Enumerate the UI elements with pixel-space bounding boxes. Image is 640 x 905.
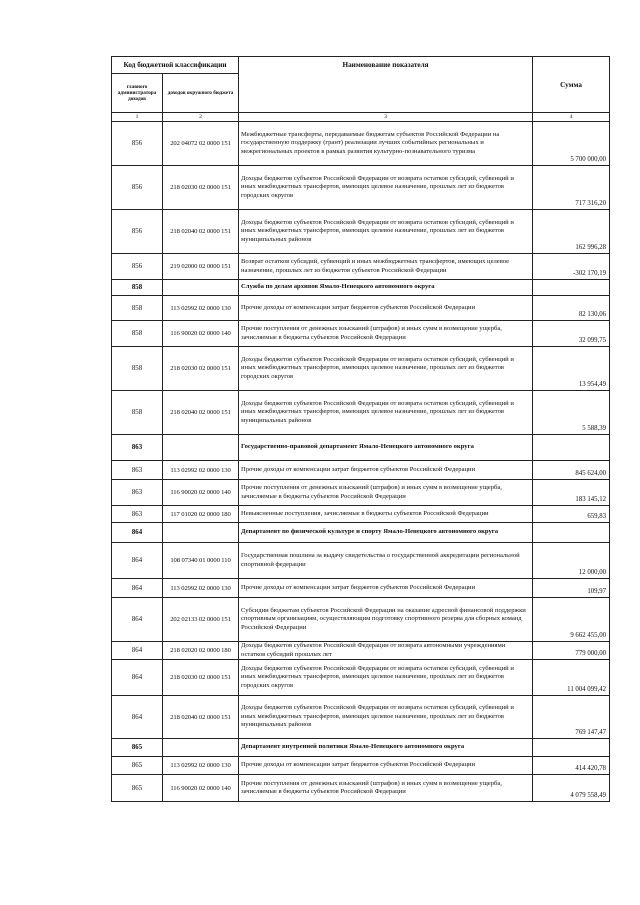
indicator-name-cell: Прочие поступления от денежных взысканий (штрафов) и иных сумм в возмещение ущерба, зачисляемые в бюджеты субъектов Российской Федерации <box>239 480 533 506</box>
indicator-name-cell: Субсидии бюджетам субъектов Российской Федерации на оказание адресной финансовой поддержки спортивным организациям, осуществляющим подготовку спортивного резерва для сборных команд Российской Федерации <box>239 598 533 642</box>
indicator-name-cell: Прочие поступления от денежных взысканий (штрафов) и иных сумм в возмещение ущерба, зачисляемые в бюджеты субъектов Российской Федерации <box>239 321 533 347</box>
indicator-name-cell: Доходы бюджетов субъектов Российской Федерации от возврата автономными учреждениями остатков субсидий прошлых лет <box>239 642 533 660</box>
revenue-code-cell: 218 02040 02 0000 151 <box>163 210 239 254</box>
revenue-code-cell: 218 02020 02 0000 180 <box>163 642 239 660</box>
table-row <box>112 321 610 347</box>
sum-cell <box>533 523 610 543</box>
table-row <box>112 696 610 739</box>
indicator-name-cell: Невыясненные поступления, зачисляемые в бюджеты субъектов Российской Федерации <box>239 506 533 523</box>
revenue-code-cell: 113 02992 02 0000 130 <box>163 757 239 775</box>
sum-cell: 82 130,06 <box>533 296 610 321</box>
table-row <box>112 660 610 696</box>
revenue-code-cell: 219 02000 02 0000 151 <box>163 254 239 280</box>
sum-cell: 162 996,28 <box>533 210 610 254</box>
table-row <box>112 579 610 598</box>
table-row <box>112 122 610 166</box>
admin-code-cell: 863 <box>112 480 163 506</box>
indicator-name-cell: Прочие доходы от компенсации затрат бюджетов субъектов Российской Федерации <box>239 579 533 598</box>
admin-code-cell: 864 <box>112 543 163 579</box>
admin-code-cell: 865 <box>112 739 163 757</box>
table-header <box>112 57 610 122</box>
table-row <box>112 543 610 579</box>
revenue-code-cell <box>163 435 239 461</box>
revenue-code-cell: 113 02992 02 0000 130 <box>163 461 239 480</box>
sum-cell: 12 000,00 <box>533 543 610 579</box>
admin-code-cell: 863 <box>112 506 163 523</box>
revenue-code-cell <box>163 739 239 757</box>
sum-cell: 9 662 455,00 <box>533 598 610 642</box>
table-row <box>112 642 610 660</box>
budget-revenue-table <box>111 56 610 802</box>
revenue-code-cell: 218 02030 02 0000 151 <box>163 660 239 696</box>
sum-cell: 32 099,75 <box>533 321 610 347</box>
sum-cell <box>533 435 610 461</box>
sum-cell: 183 145,12 <box>533 480 610 506</box>
admin-column-header: главного администратора доходов <box>112 74 163 113</box>
department-row <box>112 280 610 296</box>
column-number: 2 <box>163 113 239 122</box>
admin-code-cell: 864 <box>112 523 163 543</box>
indicator-name-cell: Прочие доходы от компенсации затрат бюджетов субъектов Российской Федерации <box>239 757 533 775</box>
table-row <box>112 775 610 802</box>
sum-cell: 414 420,78 <box>533 757 610 775</box>
sum-column-header: Сумма <box>533 57 610 113</box>
revenue-code-cell: 116 90020 02 0000 140 <box>163 775 239 802</box>
sum-cell: 659,83 <box>533 506 610 523</box>
admin-code-cell: 858 <box>112 296 163 321</box>
indicator-name-cell: Межбюджетные трансферты, передаваемые бюджетам субъектов Российской Федерации на государственную поддержку (грант) реализации лучших событийных региональных и межрегиональных проектов в рамках развития культурно-познавательного туризма <box>239 122 533 166</box>
table-row <box>112 347 610 391</box>
table-row <box>112 391 610 435</box>
revenue-code-cell: 113 02992 02 0000 130 <box>163 296 239 321</box>
table-body <box>112 122 610 802</box>
admin-code-cell: 858 <box>112 321 163 347</box>
revenue-code-cell: 218 02040 02 0000 151 <box>163 696 239 739</box>
department-name-cell: Департамент по физической культуре и спорту Ямало-Ненецкого автономного округа <box>239 523 533 543</box>
department-row <box>112 739 610 757</box>
sum-cell: -302 170,19 <box>533 254 610 280</box>
sum-cell <box>533 280 610 296</box>
column-number: 3 <box>239 113 533 122</box>
indicator-name-cell: Доходы бюджетов субъектов Российской Федерации от возврата остатков субсидий, субвенций и иных межбюджетных трансфертов, имеющих целевое назначение, прошлых лет из бюджетов городских округов <box>239 660 533 696</box>
table-row <box>112 461 610 480</box>
admin-code-cell: 856 <box>112 210 163 254</box>
indicator-name-cell: Доходы бюджетов субъектов Российской Федерации от возврата остатков субсидий, субвенций и иных межбюджетных трансфертов, имеющих целевое назначение, прошлых лет из бюджетов муниципальных районов <box>239 696 533 739</box>
admin-code-cell: 863 <box>112 435 163 461</box>
sum-cell: 717 316,20 <box>533 166 610 210</box>
revenue-code-cell <box>163 523 239 543</box>
indicator-name-cell: Доходы бюджетов субъектов Российской Федерации от возврата остатков субсидий, субвенций и иных межбюджетных трансфертов, имеющих целевое назначение, прошлых лет из бюджетов муниципальных районов <box>239 210 533 254</box>
admin-code-cell: 863 <box>112 461 163 480</box>
table-row <box>112 480 610 506</box>
department-row <box>112 435 610 461</box>
revenue-code-cell: 108 07340 01 0000 110 <box>163 543 239 579</box>
department-name-cell: Департамент внутренней политики Ямало-Ненецкого автономного округа <box>239 739 533 757</box>
admin-code-cell: 858 <box>112 391 163 435</box>
department-row <box>112 523 610 543</box>
revenue-code-cell: 202 04072 02 0000 151 <box>163 122 239 166</box>
sum-cell: 11 004 099,42 <box>533 660 610 696</box>
sum-cell: 109,97 <box>533 579 610 598</box>
admin-code-cell: 864 <box>112 579 163 598</box>
column-number: 1 <box>112 113 163 122</box>
revenue-code-cell: 117 01020 02 0000 180 <box>163 506 239 523</box>
table-row <box>112 598 610 642</box>
revenue-code-cell <box>163 280 239 296</box>
revenue-code-cell: 116 90020 02 0000 140 <box>163 480 239 506</box>
table-row <box>112 254 610 280</box>
indicator-name-cell: Прочие поступления от денежных взысканий (штрафов) и иных сумм в возмещение ущерба, зачисляемые в бюджеты субъектов Российской Федерации <box>239 775 533 802</box>
sum-cell: 5 700 000,00 <box>533 122 610 166</box>
revenue-code-cell: 113 02992 02 0000 130 <box>163 579 239 598</box>
indicator-name-cell: Доходы бюджетов субъектов Российской Федерации от возврата остатков субсидий, субвенций и иных межбюджетных трансфертов, имеющих целевое назначение, прошлых лет из бюджетов муниципальных районов <box>239 391 533 435</box>
sum-cell: 779 000,00 <box>533 642 610 660</box>
column-number: 4 <box>533 113 610 122</box>
admin-code-cell: 864 <box>112 696 163 739</box>
department-name-cell: Служба по делам архивов Ямало-Ненецкого автономного округа <box>239 280 533 296</box>
indicator-name-cell: Прочие доходы от компенсации затрат бюджетов субъектов Российской Федерации <box>239 296 533 321</box>
sum-cell: 5 588,39 <box>533 391 610 435</box>
admin-code-cell: 856 <box>112 122 163 166</box>
admin-code-cell: 864 <box>112 642 163 660</box>
sum-cell: 769 147,47 <box>533 696 610 739</box>
indicator-name-cell: Доходы бюджетов субъектов Российской Федерации от возврата остатков субсидий, субвенций и иных межбюджетных трансфертов, имеющих целевое назначение, прошлых лет из бюджетов городских округов <box>239 347 533 391</box>
indicator-name-cell: Доходы бюджетов субъектов Российской Федерации от возврата остатков субсидий, субвенций и иных межбюджетных трансфертов, имеющих целевое назначение, прошлых лет из бюджетов городских округов <box>239 166 533 210</box>
sum-cell: 4 079 558,49 <box>533 775 610 802</box>
name-column-header: Наименование показателя <box>239 57 533 113</box>
admin-code-cell: 858 <box>112 280 163 296</box>
sum-cell: 13 954,49 <box>533 347 610 391</box>
indicator-name-cell: Прочие доходы от компенсации затрат бюджетов субъектов Российской Федерации <box>239 461 533 480</box>
admin-code-cell: 856 <box>112 254 163 280</box>
table-row <box>112 210 610 254</box>
sum-cell: 845 624,00 <box>533 461 610 480</box>
indicator-name-cell: Государственная пошлина за выдачу свидетельства о государственной аккредитации региональной спортивной федерации <box>239 543 533 579</box>
table-row <box>112 296 610 321</box>
admin-code-cell: 865 <box>112 757 163 775</box>
admin-code-cell: 864 <box>112 660 163 696</box>
table-row <box>112 757 610 775</box>
revenue-code-cell: 202 02133 02 0000 151 <box>163 598 239 642</box>
revenue-code-cell: 116 90020 02 0000 140 <box>163 321 239 347</box>
admin-code-cell: 864 <box>112 598 163 642</box>
admin-code-cell: 856 <box>112 166 163 210</box>
admin-code-cell: 858 <box>112 347 163 391</box>
revenue-code-cell: 218 02030 02 0000 151 <box>163 166 239 210</box>
code-group-header: Код бюджетной классификации <box>112 57 239 74</box>
table-row <box>112 166 610 210</box>
revenue-code-cell: 218 02040 02 0000 151 <box>163 391 239 435</box>
sum-cell <box>533 739 610 757</box>
admin-code-cell: 865 <box>112 775 163 802</box>
revenue-column-header: доходов окружного бюджета <box>163 74 239 113</box>
indicator-name-cell: Возврат остатков субсидий, субвенций и иных межбюджетных трансфертов, имеющих целевое назначение, прошлых лет из бюджетов субъектов Российской Федерации <box>239 254 533 280</box>
revenue-code-cell: 218 02030 02 0000 151 <box>163 347 239 391</box>
table-row <box>112 506 610 523</box>
department-name-cell: Государственно-правовой департамент Ямало-Ненецкого автономного округа <box>239 435 533 461</box>
